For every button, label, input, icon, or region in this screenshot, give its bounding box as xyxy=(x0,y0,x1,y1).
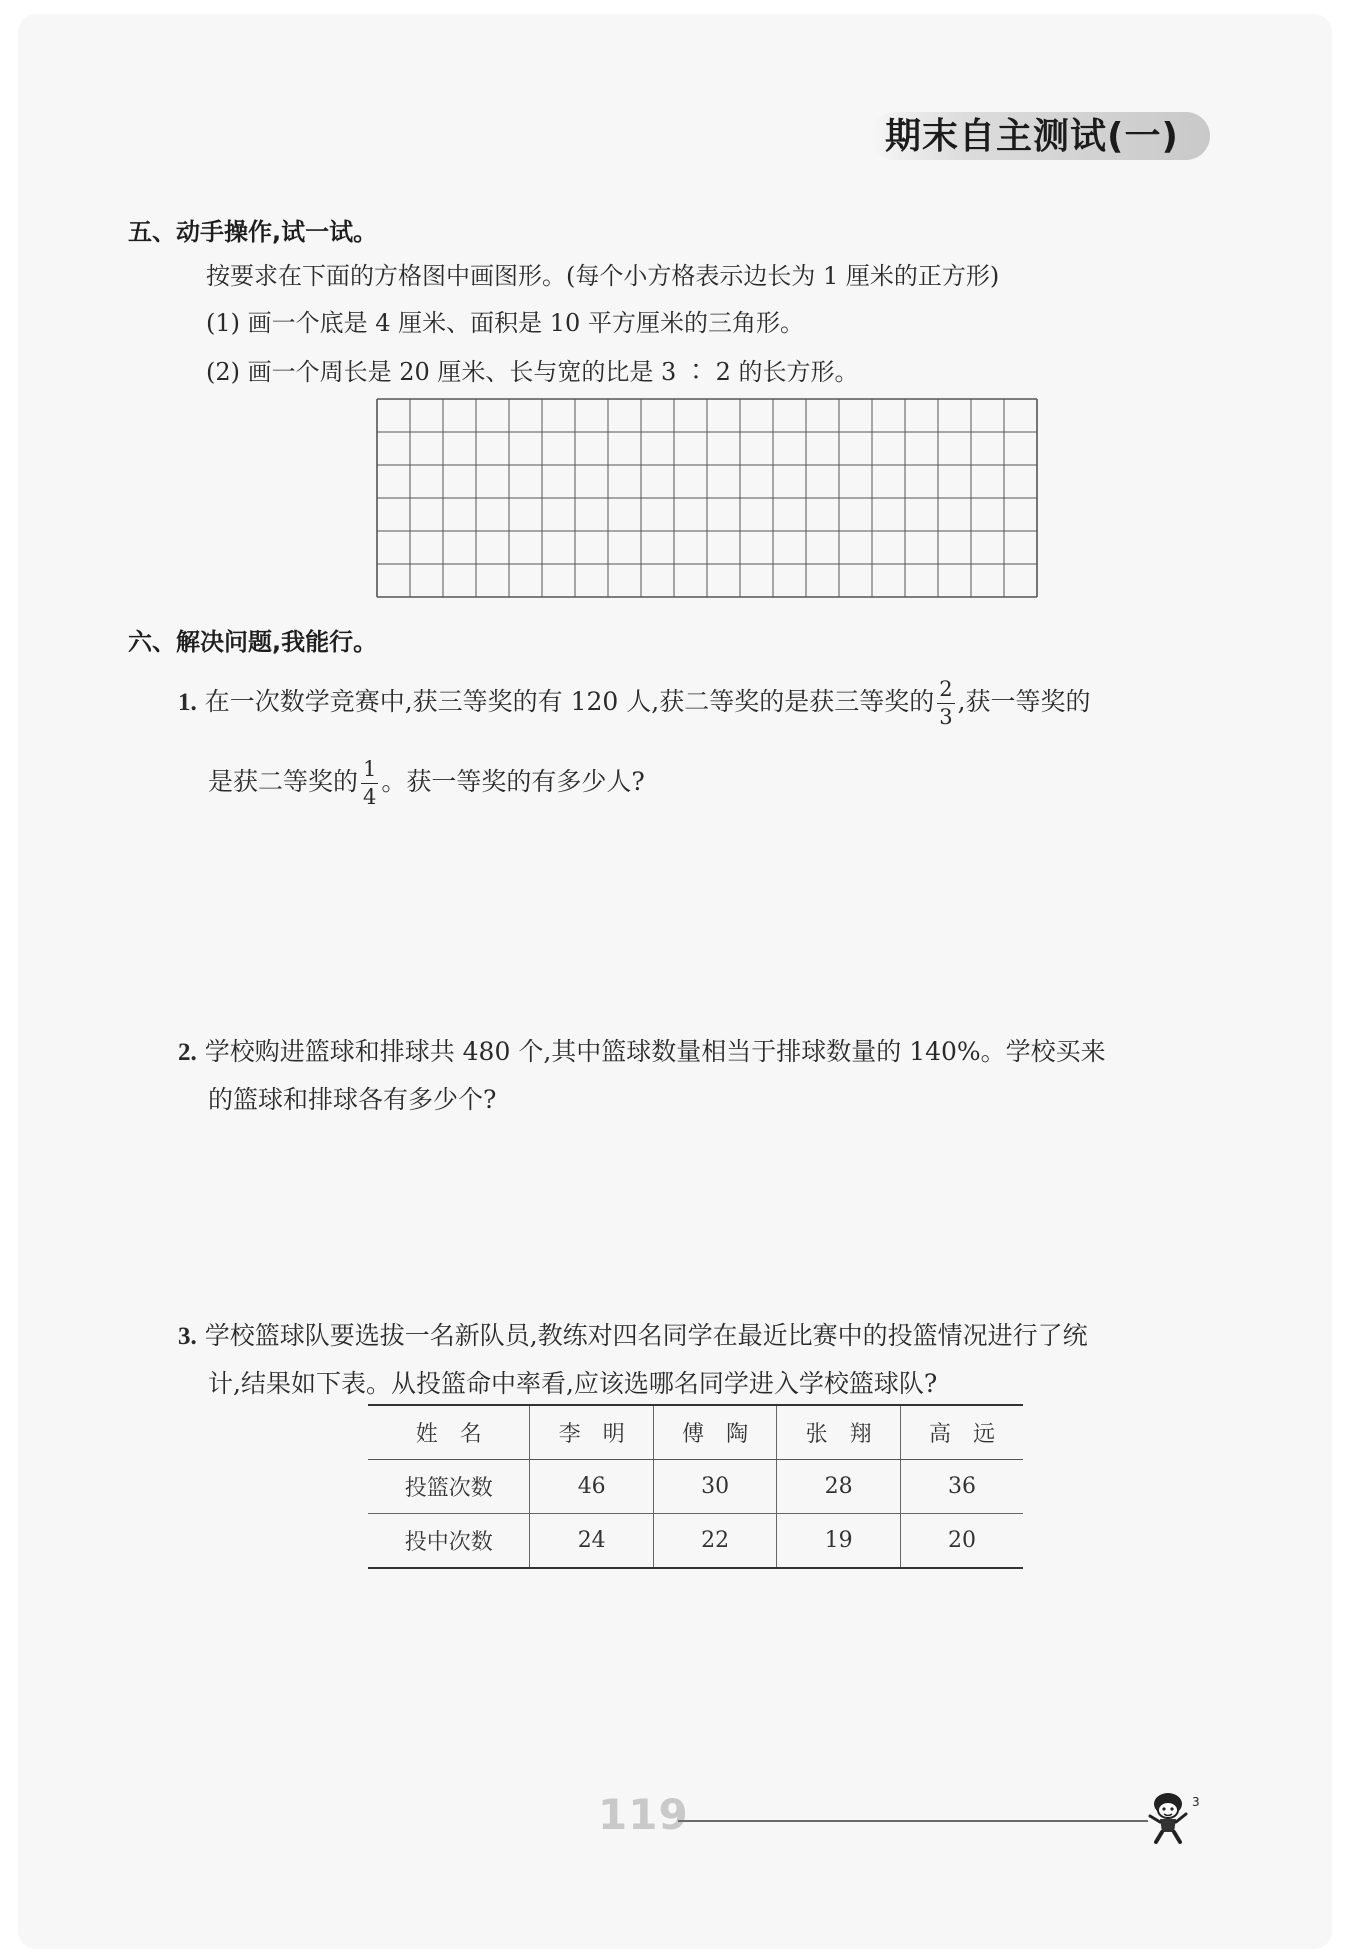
question-3-line-2: 计,结果如下表。从投篮命中率看,应该选哪名同学进入学校篮球队? xyxy=(208,1369,938,1398)
table-row-label: 投中次数 xyxy=(368,1514,530,1569)
table-header-cell: 张 翔 xyxy=(777,1405,900,1460)
question-1-line-1 xyxy=(178,672,1091,733)
table-row xyxy=(368,1460,1023,1514)
shooting-stats-table xyxy=(368,1404,1023,1569)
table-cell: 36 xyxy=(900,1460,1023,1514)
drawing-grid[interactable] xyxy=(376,398,1040,600)
question-3-line-1 xyxy=(178,1316,1088,1352)
question-1-text-d: 。获一等奖的有多少人? xyxy=(381,767,645,796)
table-cell: 22 xyxy=(653,1514,776,1569)
svg-text:3: 3 xyxy=(1192,1795,1200,1809)
section-6-heading: 六、解决问题,我能行。 xyxy=(128,628,378,656)
question-1-line-2 xyxy=(208,752,645,812)
fraction-denominator: 4 xyxy=(363,785,377,809)
question-1-text-a: 在一次数学竞赛中,获三等奖的有 120 人,获二等奖的是获三等奖的 xyxy=(204,687,935,716)
question-1-text-c: 是获二等奖的 xyxy=(208,767,359,796)
question-3-text-a: 学校篮球队要选拔一名新队员,教练对四名同学在最近比赛中的投篮情况进行了统 xyxy=(204,1321,1088,1350)
fraction-numerator: 1 xyxy=(361,759,378,784)
page-number: 119 xyxy=(598,1790,689,1839)
section-5-item-1: (1) 画一个底是 4 厘米、面积是 10 平方厘米的三角形。 xyxy=(206,309,804,337)
question-2-text-a: 学校购进篮球和排球共 480 个,其中篮球数量相当于排球数量的 140%。学校买来 xyxy=(204,1037,1106,1066)
question-2-line-2: 的篮球和排球各有多少个? xyxy=(208,1085,497,1114)
section-5-heading: 五、动手操作,试一试。 xyxy=(128,218,378,246)
table-cell: 19 xyxy=(777,1514,900,1569)
mascot-icon xyxy=(1140,1786,1204,1850)
table-header-cell: 傅 陶 xyxy=(653,1405,776,1460)
table-cell: 20 xyxy=(900,1514,1023,1569)
question-2-line-1 xyxy=(178,1032,1106,1068)
question-1-number: 1. xyxy=(178,689,197,716)
footer-rule xyxy=(678,1820,1148,1822)
table-cell: 24 xyxy=(530,1514,653,1569)
table-header-cell: 李 明 xyxy=(530,1405,653,1460)
fraction-two-thirds xyxy=(937,679,954,728)
table-header-cell: 姓 名 xyxy=(368,1405,530,1460)
fraction-numerator: 2 xyxy=(937,679,954,704)
table-cell: 46 xyxy=(530,1460,653,1514)
section-5-instruction: 按要求在下面的方格图中画图形。(每个小方格表示边长为 1 厘米的正方形) xyxy=(206,262,1000,290)
section-5-item-2: (2) 画一个周长是 20 厘米、长与宽的比是 3 ∶ 2 的长方形。 xyxy=(206,358,859,386)
table-row-label: 投篮次数 xyxy=(368,1460,530,1514)
question-3-number: 3. xyxy=(178,1323,197,1350)
question-1-text-b: ,获一等奖的 xyxy=(957,687,1091,716)
table-row xyxy=(368,1514,1023,1569)
table-cell: 28 xyxy=(777,1460,900,1514)
table-header-cell: 高 远 xyxy=(900,1405,1023,1460)
table-header-row xyxy=(368,1405,1023,1460)
question-2-number: 2. xyxy=(178,1039,197,1066)
fraction-one-quarter xyxy=(361,759,378,808)
table-cell: 30 xyxy=(653,1460,776,1514)
page-title: 期末自主测试(一) xyxy=(885,116,1179,157)
fraction-denominator: 3 xyxy=(939,705,953,729)
